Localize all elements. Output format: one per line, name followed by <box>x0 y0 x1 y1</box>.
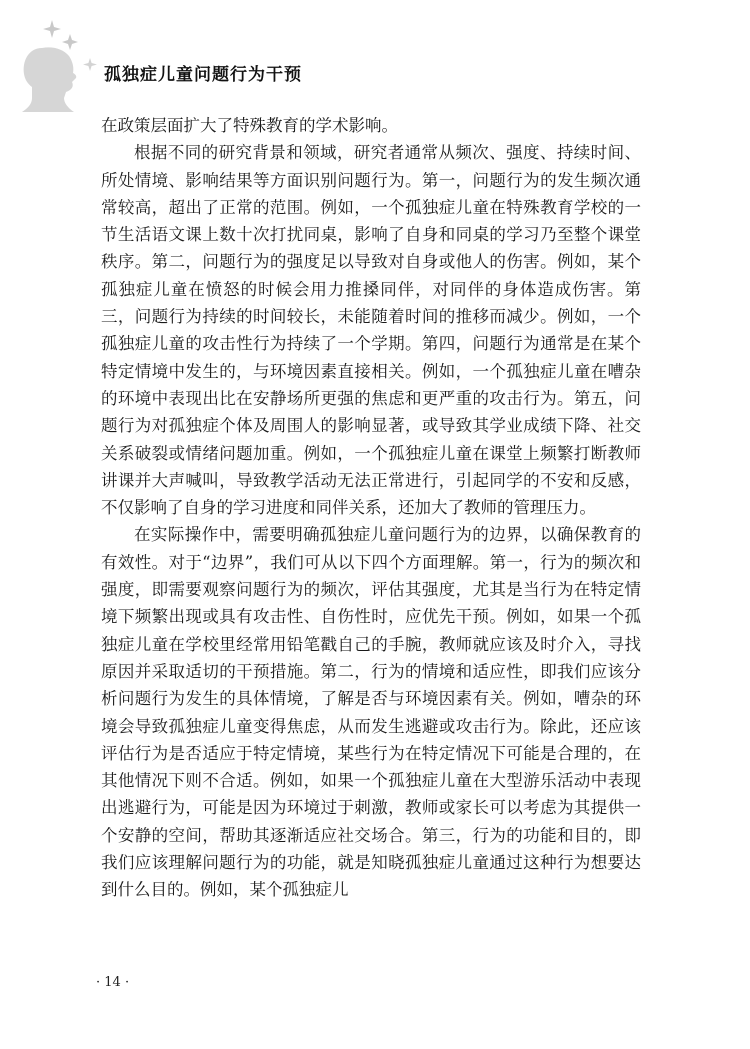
paragraph <box>101 521 641 903</box>
text-line: 频次通常较高，超出了正常的范围。例如，一个孤独症儿童在特殊教育 <box>101 170 642 217</box>
text-line: 击行为。除此，还应该评估行为是否适应于特定情境，某些行为在特定 <box>101 716 642 763</box>
text-line: 导致其学业成绩下降、社交关系破裂或情绪问题加重。例如，一个孤独 <box>101 416 642 463</box>
text-line: 间、所处情境、影响结果等方面识别问题行为。第一，问题行为的发生 <box>101 143 642 190</box>
text-line: 至整个课堂秩序。第二，问题行为的强度足以导致对自身或他人的伤 <box>101 225 642 272</box>
text-line: 重的攻击行为。第五，问题行为对孤独症个体及周围人的影响显著，或 <box>101 388 642 436</box>
text-line: 的有效性。对于“边界”，我们可从以下四个方面理解。第一，行为的 <box>101 525 641 572</box>
text-line: 时介入，寻找原因并采取适切的干预措施。第二，行为的情境和适应 <box>101 634 642 681</box>
text-line: 合。第三，行为的功能和目的，即我们应该理解问题行为的功能，就是 <box>101 825 642 873</box>
text-line: 学校的一节生活语文课上数十次打扰同桌，影响了自身和同桌的学习乃 <box>101 197 642 245</box>
paragraph <box>101 139 641 521</box>
text-line: 题行为通常是在某个特定情境中发生的，与环境因素直接相关。例如， <box>101 334 642 381</box>
text-line: 体造成伤害。第三，问题行为持续的时间较长，未能随着时间的推移而 <box>101 279 642 327</box>
text-line: 师或家长可以考虑为其提供一个安静的空间，帮助其逐渐适应社交场 <box>101 798 642 845</box>
running-title: 孤独症儿童问题行为干预 <box>104 65 302 85</box>
text-line: 根据不同的研究背景和领域，研究者通常从频次、强度、持续时 <box>134 143 608 163</box>
text-line: 性，即我们应该分析问题行为发生的具体情境，了解是否与环境因素有 <box>101 661 642 709</box>
main-text <box>101 112 641 904</box>
text-line: 儿童在大型游乐活动中表现出逃避行为，可能是因为环境过于刺激，教 <box>101 771 642 818</box>
text-line: 害。例如，某个孤独症儿童在愤怒的时候会用力推搡同伴，对同伴的身 <box>101 252 642 299</box>
text-line: 进行，引起同学的不安和反感，不仅影响了自身的学习进度和同伴关 <box>101 470 642 518</box>
text-line: 在政策层面扩大了特殊教育的学术影响。 <box>101 116 398 135</box>
text-line: 减少。例如，一个孤独症儿童的攻击性行为持续了一个学期。第四，问 <box>101 307 642 354</box>
text-line: 知晓孤独症儿童通过这种行为想要达到什么目的。例如，某个孤独症儿 <box>101 853 642 900</box>
text-line: 在特定情境下频繁出现或具有攻击性、自伤性时，应优先干预。例如， <box>101 580 642 627</box>
text-line: 情况下可能是合理的，在其他情况下则不合适。例如，如果一个孤独症 <box>101 743 642 791</box>
text-line: 症儿童在课堂上频繁打断教师讲课并大声喊叫，导致教学活动无法正常 <box>101 443 642 490</box>
paragraph <box>101 112 641 139</box>
text-line: 频次和强度，即需要观察问题行为的频次，评估其强度，尤其是当行为 <box>101 552 642 600</box>
text-line: 系，还加大了教师的管理压力。 <box>365 498 596 518</box>
child-silhouette-with-stars-icon <box>22 18 104 114</box>
page-number: · 14 · <box>96 975 130 990</box>
text-line: 如果一个孤独症儿童在学校里经常用铅笔戳自己的手腕，教师就应该及 <box>101 607 642 654</box>
text-line: 关。例如，嘈杂的环境会导致孤独症儿童变得焦虑，从而发生逃避或攻 <box>101 689 642 736</box>
page-header <box>0 0 750 115</box>
text-line: 在实际操作中，需要明确孤独症儿童问题行为的边界，以确保教育 <box>134 525 625 545</box>
text-line: 一个孤独症儿童在嘈杂的环境中表现出比在安静场所更强的焦虑和更严 <box>101 361 642 408</box>
